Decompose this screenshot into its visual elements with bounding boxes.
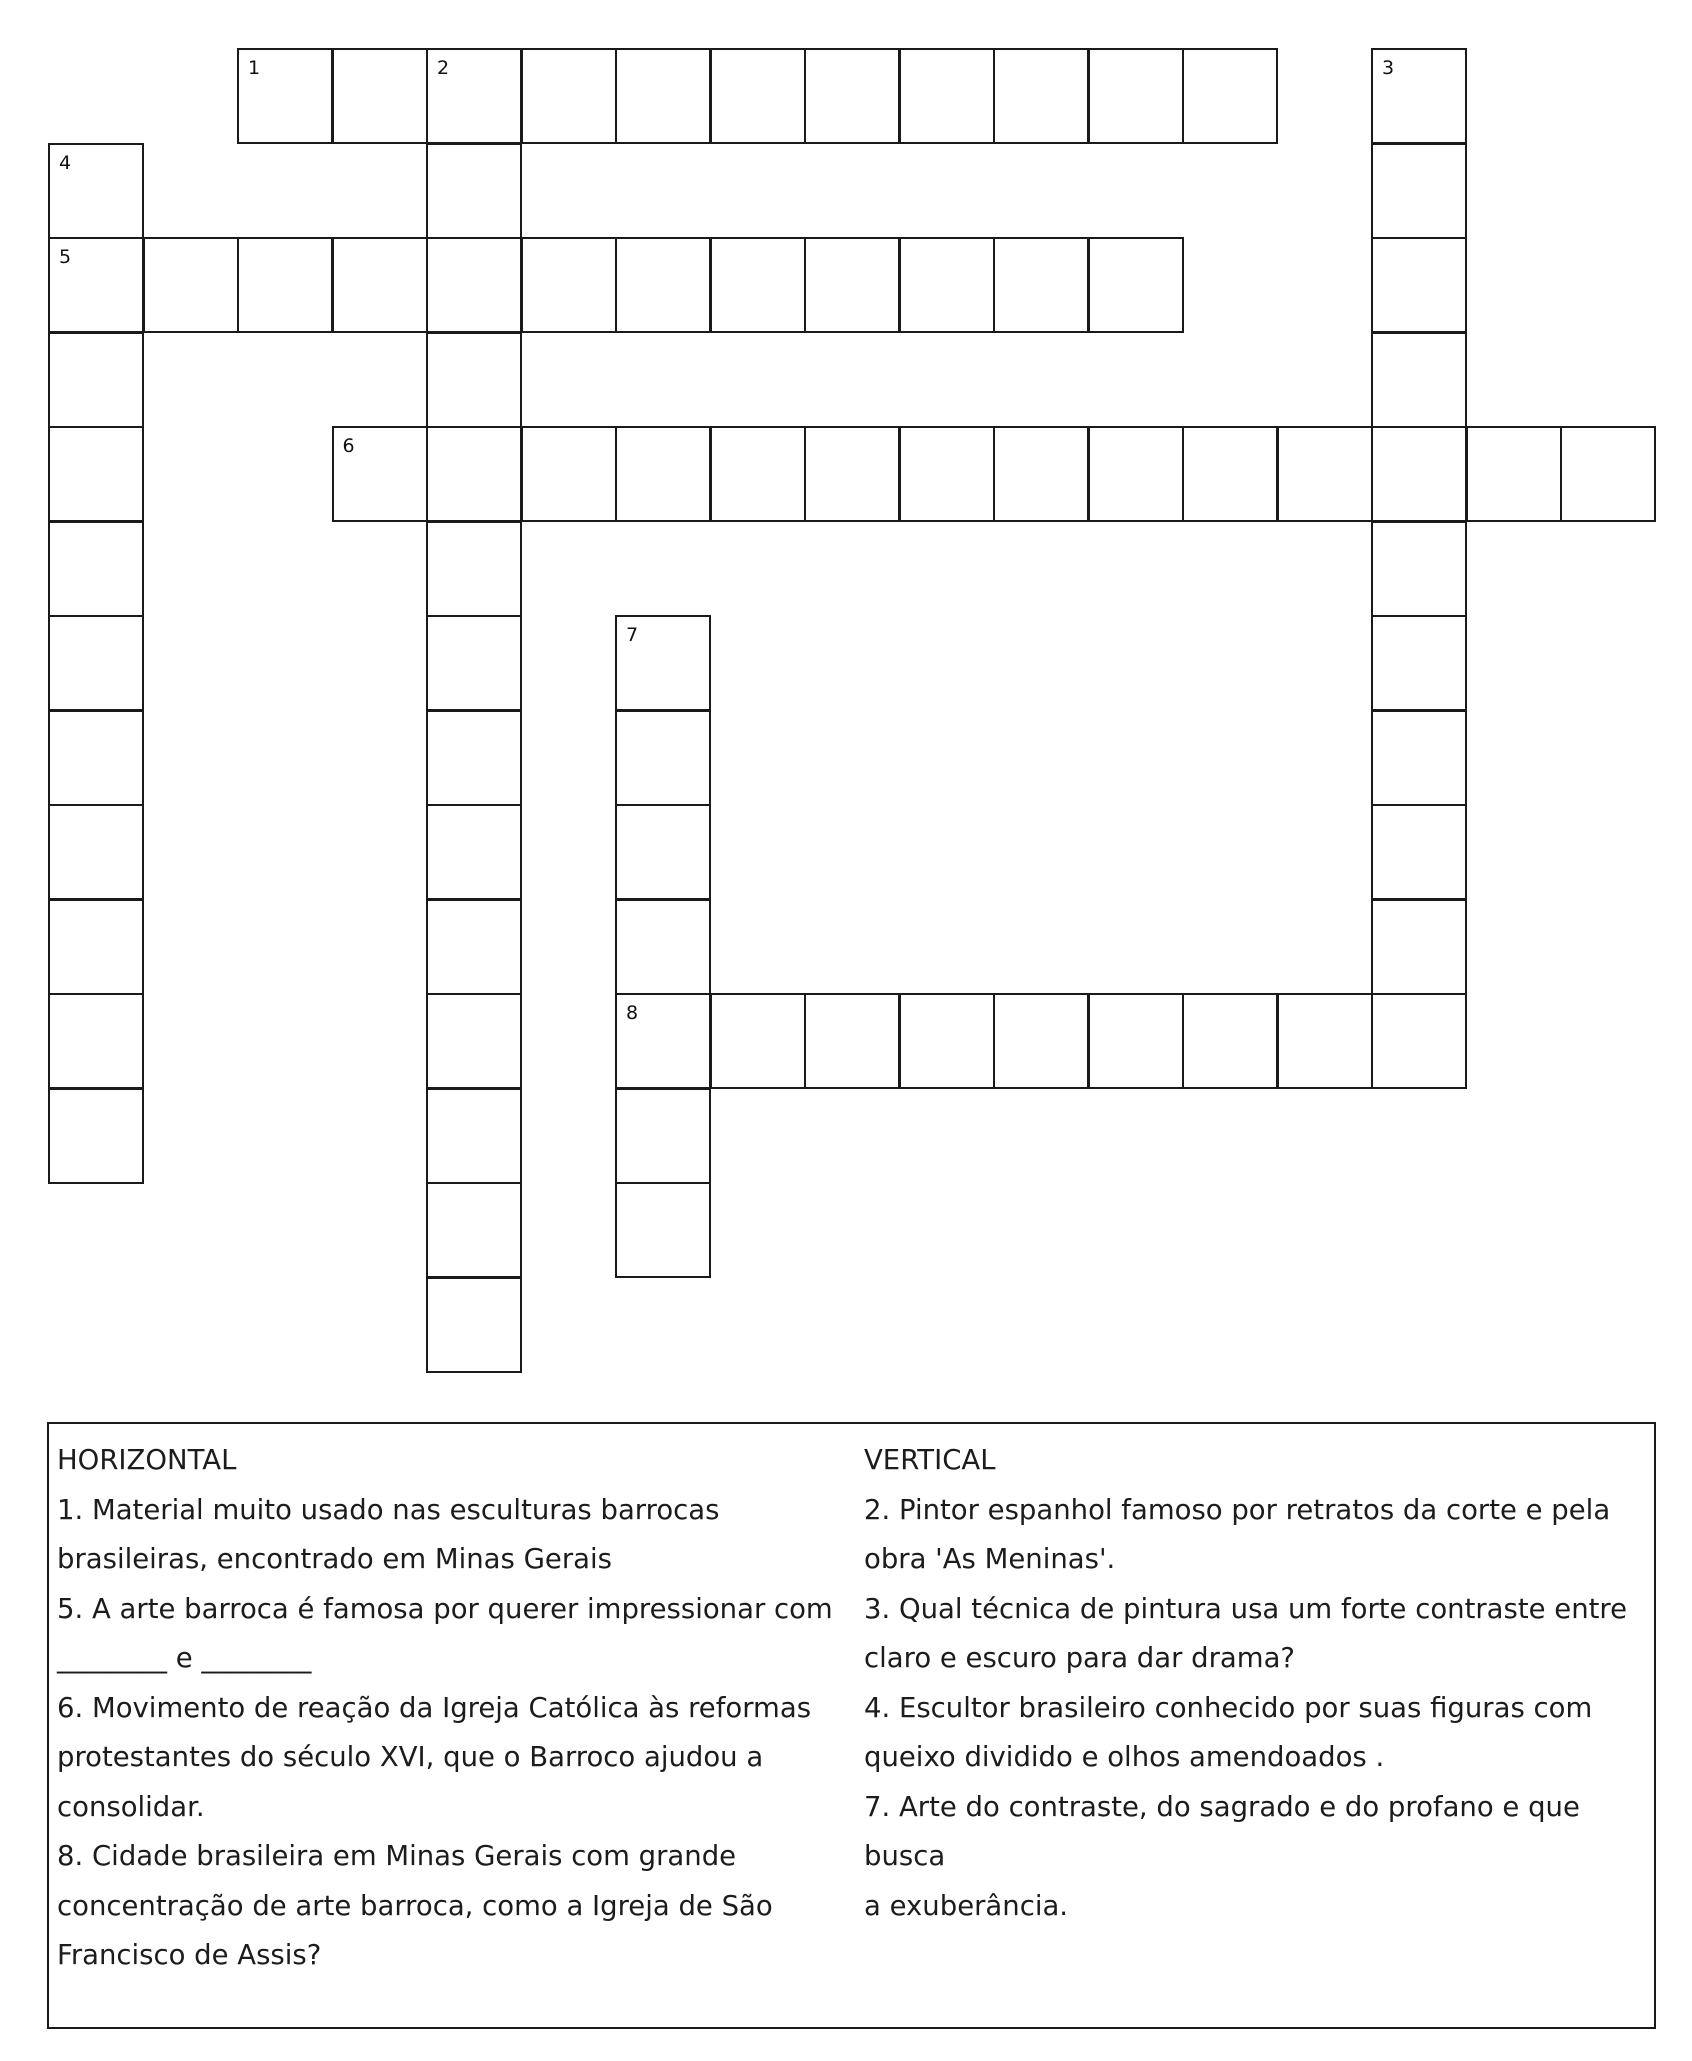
crossword-cell[interactable] (615, 993, 711, 1089)
crossword-cell[interactable] (48, 899, 144, 995)
crossword-cell[interactable] (426, 1088, 522, 1184)
clue-number: 4 (59, 151, 72, 174)
crossword-cell[interactable] (48, 426, 144, 522)
crossword-cell[interactable] (426, 710, 522, 806)
crossword-cell[interactable] (1371, 332, 1467, 428)
vertical-heading: VERTICAL (864, 1444, 996, 1476)
crossword-cell[interactable] (48, 993, 144, 1089)
crossword-cell[interactable] (48, 332, 144, 428)
crossword-cell[interactable] (899, 426, 995, 522)
crossword-cell[interactable] (1371, 237, 1467, 333)
crossword-cell[interactable] (48, 521, 144, 617)
clue-number: 3 (1382, 57, 1395, 79)
crossword-cell[interactable] (426, 237, 522, 333)
crossword-cell[interactable] (1371, 521, 1467, 617)
crossword-cell[interactable] (1371, 710, 1467, 806)
clue-line: claro e escuro para dar drama? (864, 1642, 1296, 1674)
crossword-cell[interactable] (1560, 426, 1656, 522)
crossword-cell[interactable] (48, 615, 144, 711)
crossword-cell[interactable] (1371, 993, 1467, 1089)
clues-box (47, 1422, 1656, 2029)
crossword-cell[interactable] (615, 237, 711, 333)
crossword-cell[interactable] (899, 237, 995, 333)
clue-line: 7. Arte do contraste, do sagrado e do profano e que busca (864, 1790, 1580, 1872)
crossword-cell[interactable] (426, 521, 522, 617)
crossword-cell[interactable] (993, 48, 1089, 144)
crossword-cell[interactable] (1088, 237, 1184, 333)
crossword-cell[interactable] (237, 237, 333, 333)
clue-line: brasileiras, encontrado em Minas Gerais (57, 1543, 612, 1575)
crossword-cell[interactable] (1277, 426, 1373, 522)
crossword-cell[interactable] (1088, 993, 1184, 1089)
crossword-cell[interactable] (993, 993, 1089, 1089)
crossword-cell[interactable] (48, 237, 144, 333)
crossword-cell[interactable] (615, 1088, 711, 1184)
clue-number: 1 (248, 57, 261, 79)
clue-line: obra 'As Meninas'. (864, 1543, 1116, 1575)
crossword-cell[interactable] (615, 615, 711, 711)
crossword-cell[interactable] (1371, 804, 1467, 900)
crossword-cell[interactable] (426, 332, 522, 428)
clue-line: a exuberância. (864, 1889, 1069, 1922)
clue-line: 4. Escultor brasileiro conhecido por suas figuras com (864, 1691, 1593, 1724)
crossword-cell[interactable] (1088, 48, 1184, 144)
clue-line: protestantes do século XVI, que o Barroco ajudou a (57, 1741, 764, 1773)
crossword-cell[interactable] (615, 899, 711, 995)
clue-number: 2 (437, 57, 450, 79)
clue-line: ________ e ________ (57, 1642, 312, 1674)
crossword-cell[interactable] (1371, 48, 1467, 144)
crossword-cell[interactable] (426, 1182, 522, 1278)
crossword-cell[interactable] (710, 237, 806, 333)
crossword-cell[interactable] (993, 426, 1089, 522)
crossword-cell[interactable] (615, 804, 711, 900)
crossword-cell[interactable] (521, 426, 617, 522)
crossword-cell[interactable] (993, 237, 1089, 333)
clue-line: 1. Material muito usado nas esculturas barrocas (57, 1493, 720, 1526)
crossword-cell[interactable] (1088, 426, 1184, 522)
crossword-cell[interactable] (804, 237, 900, 333)
crossword-cell[interactable] (332, 426, 428, 522)
crossword-cell[interactable] (710, 48, 806, 144)
clue-line: consolidar. (57, 1790, 205, 1823)
crossword-cell[interactable] (426, 899, 522, 995)
crossword-cell[interactable] (1371, 426, 1467, 522)
crossword-cell[interactable] (143, 237, 239, 333)
crossword-cell[interactable] (1182, 426, 1278, 522)
clue-line: concentração de arte barroca, como a Igreja de São (57, 1889, 773, 1922)
clue-number: 6 (342, 435, 355, 457)
clue-number: 5 (59, 246, 72, 268)
crossword-cell[interactable] (426, 143, 522, 239)
crossword-cell[interactable] (1371, 143, 1467, 239)
crossword-cell[interactable] (804, 426, 900, 522)
crossword-cell[interactable] (426, 804, 522, 900)
crossword-cell[interactable] (426, 1277, 522, 1373)
crossword-cell[interactable] (332, 237, 428, 333)
clue-line: 6. Movimento de reação da Igreja Católica às reformas (57, 1691, 812, 1724)
crossword-cell[interactable] (899, 993, 995, 1089)
crossword-cell[interactable] (1371, 899, 1467, 995)
crossword-cell[interactable] (237, 48, 333, 144)
crossword-cell[interactable] (48, 710, 144, 806)
crossword-cell[interactable] (615, 710, 711, 806)
crossword-cell[interactable] (710, 426, 806, 522)
crossword-cell[interactable] (710, 993, 806, 1089)
crossword-cell[interactable] (426, 426, 522, 522)
clue-line: 3. Qual técnica de pintura usa um forte contraste entre (864, 1592, 1628, 1625)
crossword-cell[interactable] (615, 426, 711, 522)
vertical-clues (864, 1436, 1654, 1931)
crossword-cell[interactable] (804, 48, 900, 144)
crossword-cell[interactable] (1466, 426, 1562, 522)
crossword-cell[interactable] (899, 48, 995, 144)
crossword-cell[interactable] (1371, 615, 1467, 711)
horizontal-clues (57, 1436, 857, 1981)
crossword-cell[interactable] (1277, 993, 1373, 1089)
crossword-cell[interactable] (1182, 48, 1278, 144)
clue-line: 5. A arte barroca é famosa por querer impressionar com (57, 1592, 833, 1625)
crossword-cell[interactable] (426, 993, 522, 1089)
crossword-cell[interactable] (48, 804, 144, 900)
crossword-cell[interactable] (48, 1088, 144, 1184)
crossword-cell[interactable] (615, 1182, 711, 1278)
crossword-cell[interactable] (426, 48, 522, 144)
clue-number: 8 (626, 1002, 639, 1024)
crossword-cell[interactable] (1182, 993, 1278, 1089)
clue-line: Francisco de Assis? (57, 1939, 322, 1971)
clue-number: 7 (626, 624, 639, 646)
crossword-cell[interactable] (521, 237, 617, 333)
crossword-cell[interactable] (332, 48, 428, 144)
crossword-cell[interactable] (426, 615, 522, 711)
crossword-cell[interactable] (48, 143, 144, 239)
crossword-cell[interactable] (804, 993, 900, 1089)
crossword-cell[interactable] (521, 48, 617, 144)
clue-line: 2. Pintor espanhol famoso por retratos da corte e pela (864, 1493, 1611, 1526)
clue-line: queixo dividido e olhos amendoados . (864, 1741, 1385, 1773)
clue-line: 8. Cidade brasileira em Minas Gerais com grande (57, 1840, 737, 1872)
crossword-cell[interactable] (615, 48, 711, 144)
horizontal-heading: HORIZONTAL (57, 1444, 237, 1476)
